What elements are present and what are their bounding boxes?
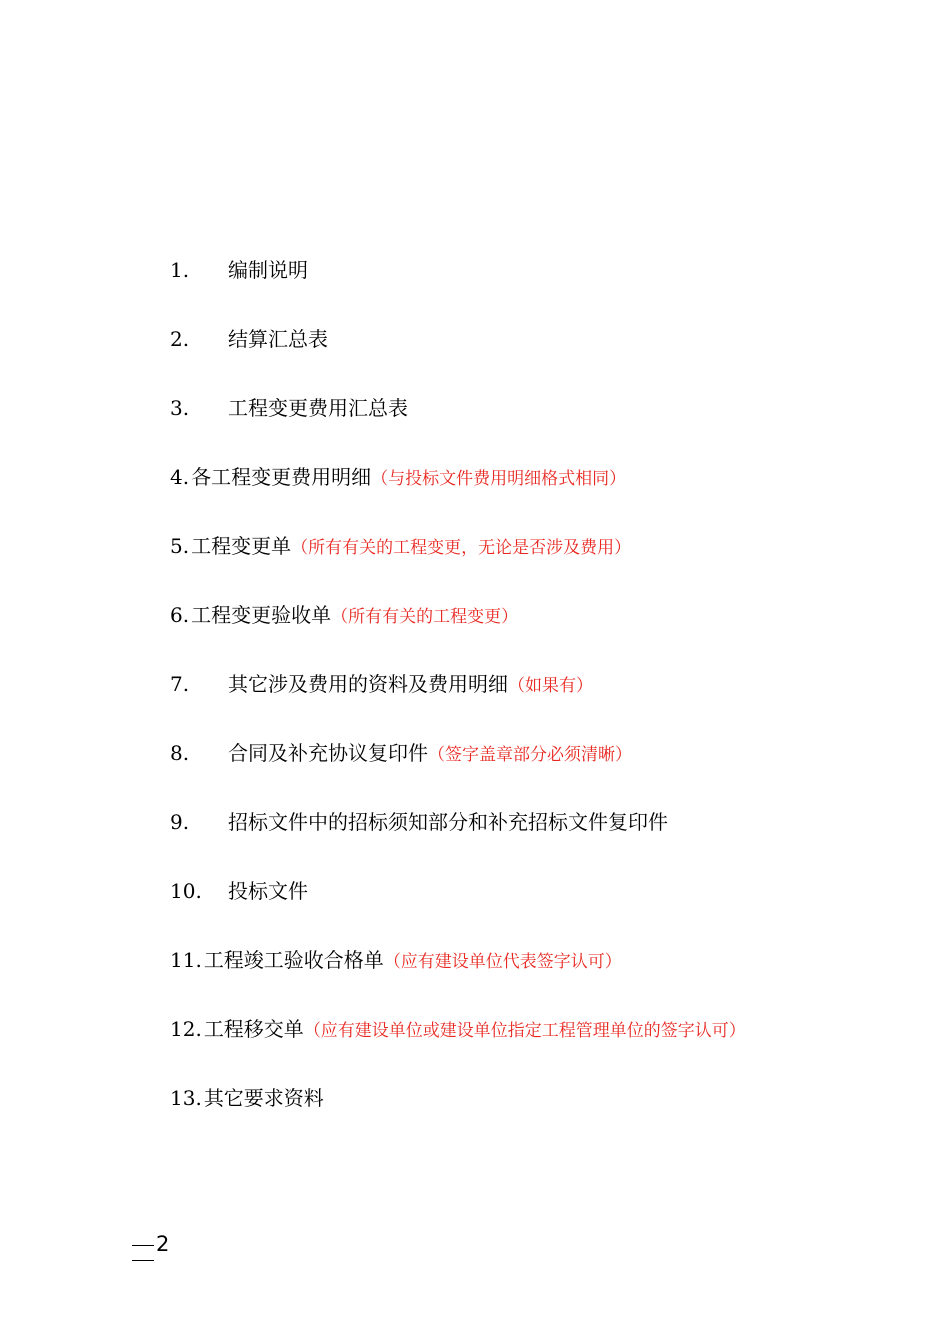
item-text: 工程变更费用汇总表	[228, 396, 408, 420]
item-number: 7.	[170, 672, 190, 696]
item-number: 3.	[170, 396, 190, 420]
list-item	[170, 597, 870, 666]
list-item	[170, 252, 870, 321]
list-item	[170, 735, 870, 804]
document-list	[170, 252, 870, 1149]
page-number-value: 2	[156, 1232, 170, 1256]
item-note: （所有有关的工程变更，无论是否涉及费用）	[291, 538, 632, 558]
list-item	[170, 528, 870, 597]
item-text: 其它要求资料	[203, 1086, 324, 1110]
item-number: 4.	[170, 465, 190, 489]
page-dash-bottom	[132, 1260, 154, 1261]
item-text: 工程竣工验收合格单	[203, 948, 384, 972]
item-note: （如果有）	[508, 676, 593, 696]
item-note: （应有建设单位或建设单位指定工程管理单位的签字认可）	[303, 1021, 746, 1041]
item-note: （签字盖章部分必须清晰）	[428, 745, 632, 765]
item-number: 10.	[170, 879, 202, 903]
item-note: （与投标文件费用明细格式相同）	[371, 469, 627, 489]
list-item	[170, 666, 870, 735]
list-item	[170, 804, 870, 873]
item-text: 结算汇总表	[228, 327, 328, 351]
item-note: （所有有关的工程变更）	[331, 607, 519, 627]
item-number: 2.	[170, 327, 190, 351]
item-text: 工程移交单	[203, 1017, 304, 1041]
item-number: 6.	[170, 603, 190, 627]
list-item	[170, 390, 870, 459]
item-text: 招标文件中的招标须知部分和补充招标文件复印件	[228, 810, 668, 834]
item-number: 11.	[170, 948, 202, 972]
item-number: 13.	[170, 1086, 202, 1110]
item-note: （应有建设单位代表签字认可）	[383, 952, 622, 972]
item-text: 工程变更验收单	[191, 603, 332, 627]
item-number: 5.	[170, 534, 190, 558]
item-text: 合同及补充协议复印件	[228, 741, 428, 765]
list-item	[170, 1080, 870, 1149]
item-number: 8.	[170, 741, 190, 765]
item-number: 1.	[170, 258, 190, 282]
page-dash-top	[132, 1245, 154, 1246]
item-text: 编制说明	[228, 258, 308, 282]
list-item	[170, 1011, 870, 1080]
item-text: 投标文件	[228, 879, 308, 903]
list-item	[170, 942, 870, 1011]
item-number: 9.	[170, 810, 190, 834]
item-text: 其它涉及费用的资料及费用明细	[228, 672, 508, 696]
list-item	[170, 459, 870, 528]
page-number	[132, 1230, 169, 1258]
item-text: 工程变更单	[191, 534, 292, 558]
list-item	[170, 873, 870, 942]
item-number: 12.	[170, 1017, 202, 1041]
item-text: 各工程变更费用明细	[191, 465, 372, 489]
list-item	[170, 321, 870, 390]
